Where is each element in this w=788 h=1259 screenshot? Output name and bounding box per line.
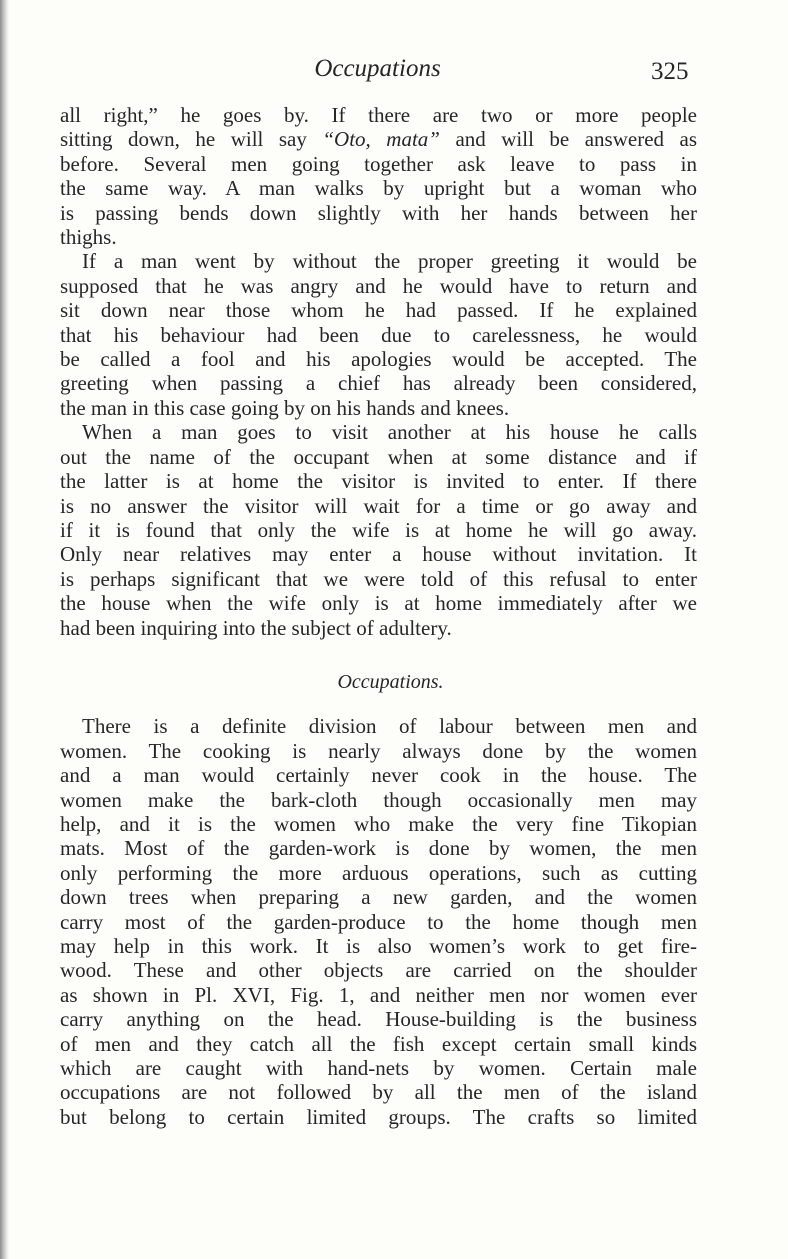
text-line: help, and it is the women who make the very fine Tikopian: [60, 811, 697, 836]
text-line: supposed that he was angry and he would have to return and: [60, 273, 697, 298]
text-line: had been inquiring into the subject of adultery.: [60, 615, 452, 640]
text-line: occupations are not followed by all the men of the island: [60, 1080, 697, 1105]
text-line: that his behaviour had been due to carelessness, he would: [60, 322, 697, 347]
text-line: be called a fool and his apologies would be accepted. The: [60, 347, 697, 372]
text-line: When a man goes to visit another at his house he calls: [82, 420, 697, 445]
text-line: is perhaps significant that we were told of this refusal to enter: [60, 566, 697, 591]
text-line: thighs.: [60, 225, 117, 250]
text-line: the latter is at home the visitor is invited to enter. If there: [60, 469, 697, 494]
text-line: sitting down, he will say “Oto, mata” and will be answered as: [60, 127, 698, 152]
text-line: is no answer the visitor will wait for a time or go away and: [60, 493, 697, 518]
text-line: of men and they catch all the fish except certain small kinds: [60, 1031, 697, 1056]
text-line: There is a definite division of labour between men and: [82, 714, 697, 739]
running-head: [0, 55, 788, 91]
text-line: may help in this work. It is also women’s work to get fire-: [60, 934, 697, 958]
text-line: which are caught with hand-nets by women. Certain male: [60, 1056, 697, 1081]
text-line: if it is found that only the wife is at home he will go away.: [60, 517, 697, 542]
page-edge: [0, 0, 9, 1259]
text-line: Only near relatives may enter a house without invitation. It: [60, 542, 697, 567]
text-line: before. Several men going together ask leave to pass in: [60, 151, 697, 176]
text-line: the same way. A man walks by upright but a woman who: [60, 176, 697, 201]
text-line: If a man went by without the proper greeting it would be: [82, 249, 697, 274]
body-text: [60, 103, 697, 1129]
paragraph: [60, 714, 697, 1129]
text-line: down trees when preparing a new garden, and the women: [60, 885, 697, 910]
text-line: out the name of the occupant when at some distance and if: [60, 444, 697, 469]
text-line: women. The cooking is nearly always done by the women: [60, 738, 697, 763]
text-line: carry anything on the head. House-building is the business: [60, 1007, 697, 1032]
text-line: mats. Most of the garden-work is done by women, the men: [60, 836, 697, 861]
text-line: wood. These and other objects are carried on the shoulder: [60, 958, 697, 983]
text-line: is passing bends down slightly with her hands between her: [60, 200, 697, 225]
text-line: all right,” he goes by. If there are two or more people: [60, 103, 697, 127]
text-line: but belong to certain limited groups. The crafts so limited: [60, 1104, 697, 1129]
paragraph: [60, 249, 697, 420]
section-heading: Occupations.: [337, 670, 444, 693]
text-line: and a man would certainly never cook in the house. The: [60, 763, 697, 788]
text-line: sit down near those whom he had passed. If he explained: [60, 298, 697, 323]
text-line: greeting when passing a chief has already been considered,: [60, 371, 697, 396]
text-line: carry most of the garden-produce to the home though men: [60, 909, 697, 934]
running-title: Occupations: [314, 55, 441, 82]
text-line: only performing the more arduous operations, such as cutting: [60, 860, 697, 885]
text-line: the house when the wife only is at home immediately after we: [60, 591, 697, 616]
page-number: 325: [651, 58, 689, 85]
text-line: women make the bark-cloth though occasionally men may: [60, 787, 697, 812]
text-line: the man in this case going by on his hands and knees.: [60, 395, 510, 420]
paragraph: [60, 420, 697, 640]
paragraph: [60, 103, 697, 249]
text-line: as shown in Pl. XVI, Fig. 1, and neither men nor women ever: [60, 982, 697, 1007]
